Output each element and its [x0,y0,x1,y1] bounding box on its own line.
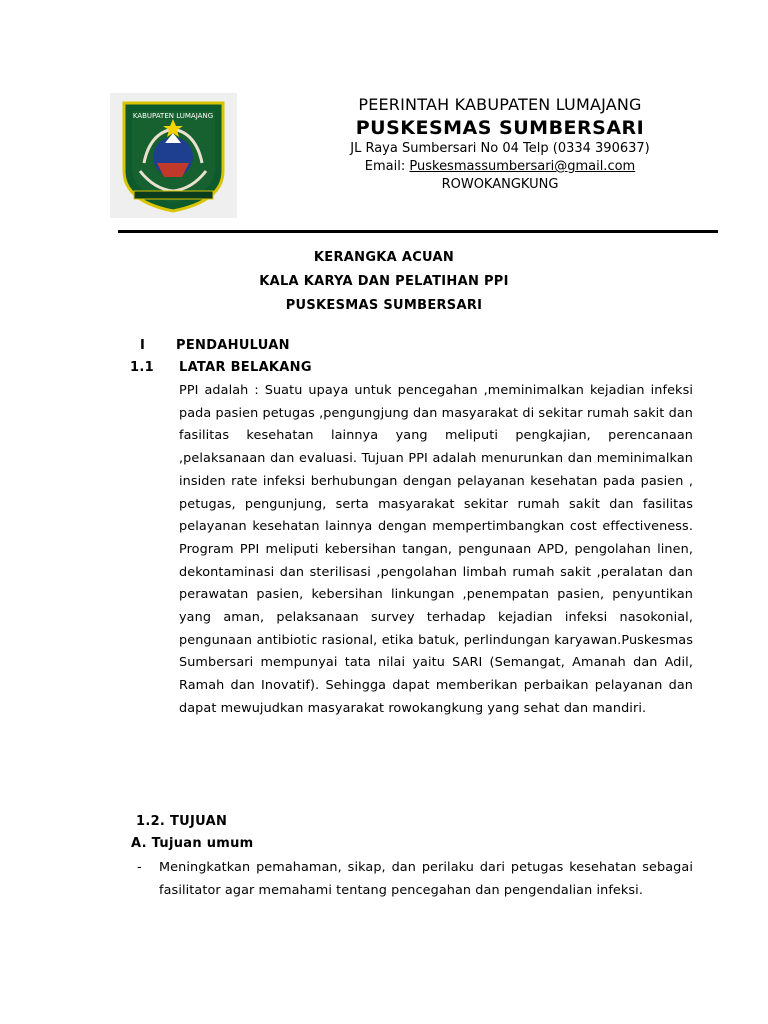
location-line: ROWOKANGKUNG [441,177,559,192]
letterhead [300,94,700,194]
kabupaten-logo [110,93,237,218]
document-title-1: KERANGKA ACUAN [313,250,455,265]
email-line [300,158,700,176]
svg-text:KABUPATEN LUMAJANG: KABUPATEN LUMAJANG [132,112,214,120]
section-number: I [140,338,146,353]
section-title: PENDAHULUAN [176,338,290,353]
general-objective-heading: A. Tujuan umum [131,836,254,851]
background-paragraph: PPI adalah : Suatu upaya untuk pencegahan ,meminimalkan kejadian infeksi pada pasien petugas ,pengungjung dan masyarakat di sekitar rumah sakit dan fasilitas kesehatan lainnya yang meliputi pengkajian, perencanaan ,pelaksanaan dan evaluasi. Tujuan PPI adalah menurunkan dan meminimalkan insiden rate infeksi berhubungan dengan pelayanan kesehatan pada pasien , petugas, pengunjung, serta masyarakat sekitar rumah sakit dan fasilitas pelayanan kesehatan lainnya dengan mempertimbangkan cost effectiveness. Program PPI meliputi kebersihan tangan, pengunaan APD, pengolahan linen, dekontaminasi dan sterilisasi ,pengolahan limbah rumah sakit ,peralatan dan perawatan pasien, kebersihan linkungan ,penempatan pasien, penyuntikan yang aman, pelaksanaan survey terhadap kejadian infeksi nasokonial, pengunaan antibiotic rasional, etika batuk, perlindungan karyawan.Puskesmas Sumbersari mempunyai tata nilai yaitu SARI (Semangat, Amanah dan Adil, Ramah dan Inovatif). Sehingga dapat memberikan perbaikan pelayanan dan dapat mewujudkan masyarakat rowokangkung yang sehat dan mandiri. [179,383,693,716]
document-title-3: PUSKESMAS SUMBERSARI [285,298,483,313]
letterhead-divider [118,230,718,233]
institution-name: PUSKESMAS SUMBERSARI [355,117,645,139]
document-title-2: KALA KARYA DAN PELATIHAN PPI [259,274,509,289]
subsection-number: 1.1 [130,360,154,375]
objectives-heading: 1.2. TUJUAN [136,814,228,829]
objective-bullet-text: Meningkatkan pemahaman, sikap, dan perilaku dari petugas kesehatan sebagai fasilitator agar memahami tentang pencegahan dan pengendalian infeksi. [159,860,693,898]
address-line: JL Raya Sumbersari No 04 Telp (0334 390637) [350,141,650,156]
document-title-block [0,246,768,318]
email-link[interactable]: Puskesmassumbersari@gmail.com [409,159,636,174]
subsection-title: LATAR BELAKANG [179,360,312,375]
bullet-dash: - [137,860,142,875]
government-name: PEERINTAH KABUPATEN LUMAJANG [358,95,642,114]
email-label: Email: [364,159,410,174]
